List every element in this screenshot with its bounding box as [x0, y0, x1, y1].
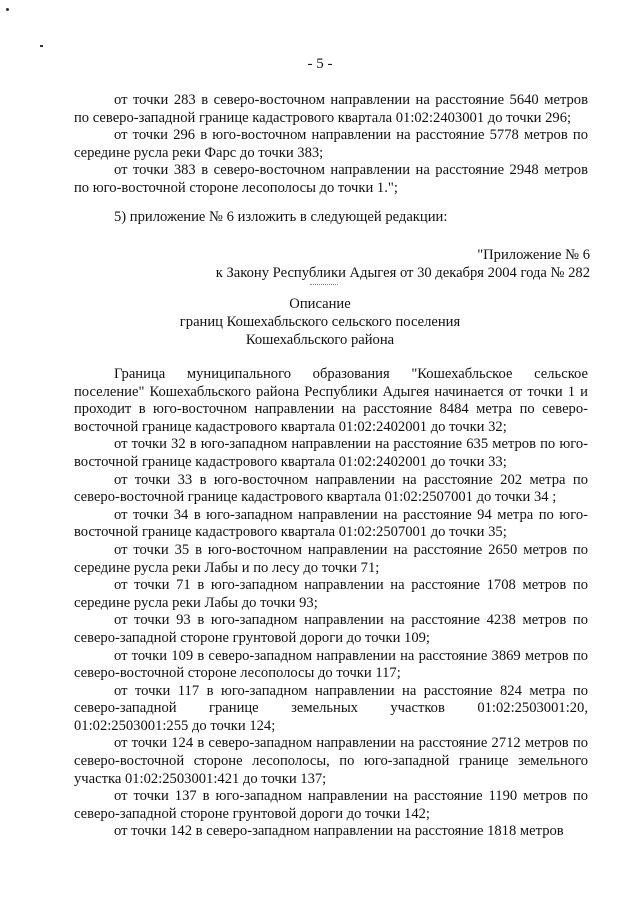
paragraph: от точки 34 в юго-западном направлении на расстояние 94 метра по юго-восточной границе кадастрового квартала 01:02:2507001 до точки 35; — [74, 506, 588, 541]
appendix-line-2: к Закону Республики Адыгея от 30 декабря 2004 года № 282 — [215, 265, 590, 281]
paragraph: от точки 32 в юго-западном направлении на расстояние 635 метров по юго-восточной границе кадастрового квартала 01:02:2402001 до точки 33; — [74, 436, 588, 470]
title-line-1: Описание — [289, 296, 351, 312]
document-title — [0, 295, 640, 349]
page-number: - 5 - — [307, 56, 333, 72]
paragraph: от точки 142 в северо-западном направлении на расстояние 1818 метров — [114, 823, 564, 840]
scan-speck — [40, 45, 43, 47]
appendix-line-1: "Приложение № 6 — [477, 247, 590, 263]
body-section — [74, 366, 588, 841]
paragraph: от точки 283 в северо-восточном направлении на расстояние 5640 метров по северо-западной границе кадастрового квартала 01:02:2403001 до точки 296; — [74, 92, 588, 126]
paragraph: от точки 33 в юго-восточном направлении на расстояние 202 метра по северо-восточной границе кадастрового квартала 01:02:2507001 до точки 34 ; — [74, 471, 588, 506]
amendment-text: 5) приложение № 6 изложить в следующей редакции: — [114, 209, 448, 225]
top-section — [74, 92, 588, 198]
appendix-header — [216, 246, 590, 282]
paragraph: Граница муниципального образования "Кошехабльское сельское поселение" Кошехабльского района Республики Адыгея начинается от точки 1 и проходит в юго-восточном направлении на расстояние 8484 метра по северо-восточной границе кадастрового квартала 01:02:2402001 до точки 32; — [74, 366, 588, 435]
paragraph: от точки 117 в юго-западном направлении на расстояние 824 метра по северо-западной границе земельных участков 01:02:2503001:20, 01:02:2503001:255 до точки 124; — [74, 682, 588, 734]
amendment-section — [74, 209, 588, 227]
paragraph: от точки 124 в северо-западном направлении на расстояние 2712 метров по северо-восточной стороне лесополосы, по юго-западной границе земельного участка 01:02:2503001:421 до точки 137; — [74, 735, 588, 787]
scan-speck — [6, 8, 9, 11]
paragraph: от точки 383 в северо-восточном направлении на расстояние 2948 метров по юго-восточной стороне лесополосы до точки 1."; — [74, 162, 588, 196]
title-line-3: Кошехабльского района — [245, 332, 395, 348]
paragraph: от точки 296 в юго-восточном направлении на расстояние 5778 метров по середине русла реки Фарс до точки 383; — [74, 127, 588, 161]
paragraph: от точки 35 в юго-восточном направлении на расстояние 2650 метров по середине русла реки Лабы и по лесу до точки 71; — [74, 541, 588, 576]
title-line-2: границ Кошехабльского сельского поселения — [179, 314, 461, 330]
paragraph: от точки 93 в юго-западном направлении на расстояние 4238 метров по северо-западной стороне грунтовой дороги до точки 109; — [74, 612, 588, 646]
paragraph: от точки 109 в северо-западном направлении на расстояние 3869 метров по северо-восточной стороне лесополосы до точки 117; — [74, 647, 588, 682]
paragraph: от точки 71 в юго-западном направлении на расстояние 1708 метров по середине русла реки Лабы до точки 93; — [74, 577, 588, 611]
scan-mark — [310, 284, 338, 288]
paragraph: от точки 137 в юго-западном направлении на расстояние 1190 метров по северо-западной стороне грунтовой дороги до точки 142; — [74, 788, 588, 822]
